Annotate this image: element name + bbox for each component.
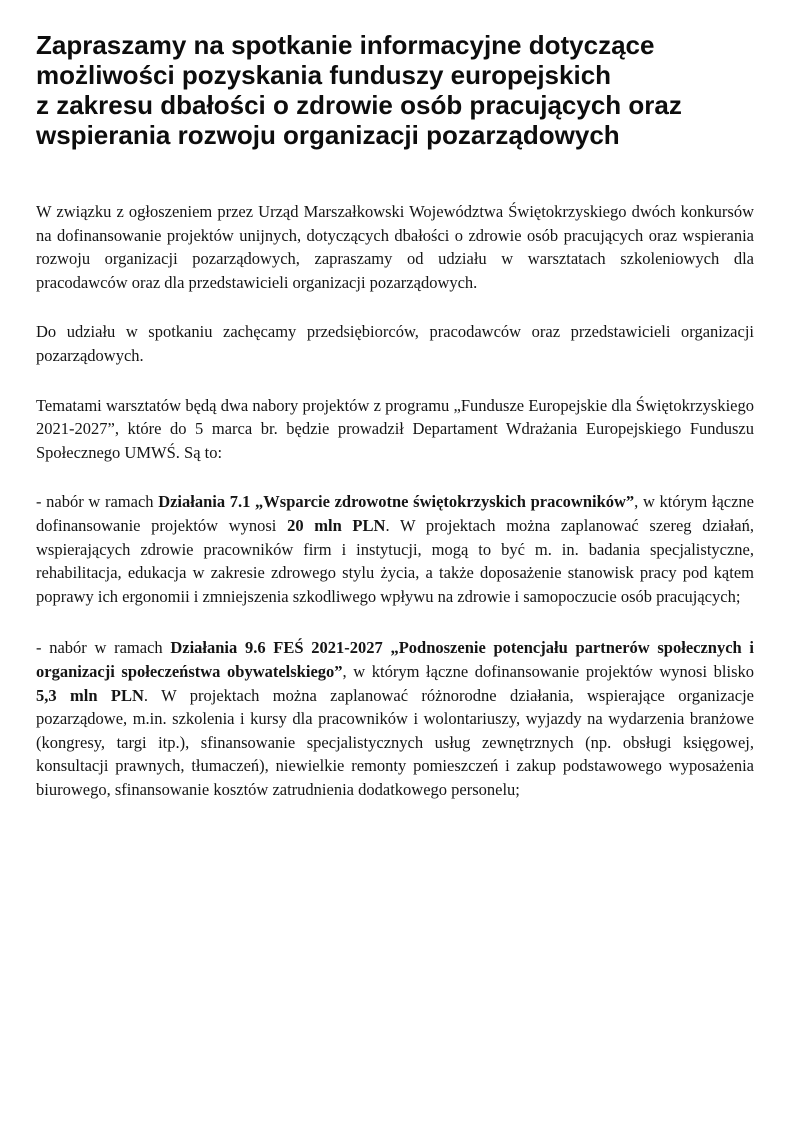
intro-paragraph: W związku z ogłoszeniem przez Urząd Marszałkowski Województwa Świętokrzyskiego dwóch konkursów na dofinansowanie projektów unijnych, dotyczących dbałości o zdrowie osób pracujących oraz wspierania rozwoju organizacji pozarządowych, zapraszamy od udziału w warsztatach szkoleniowych dla pracodawców oraz dla przedstawicieli organizacji pozarządowych. xyxy=(36,202,754,292)
call-item-prefix: - nabór w ramach xyxy=(36,638,171,658)
title-line: możliwości pozyskania funduszy europejskich xyxy=(36,60,612,90)
call-item-amount: 20 mln PLN xyxy=(287,515,386,535)
call-item-action: Działania 7.1 „Wsparcie zdrowotne świętokrzyskich pracowników” xyxy=(158,492,635,512)
title-line: z zakresu dbałości o zdrowie osób pracujących oraz xyxy=(36,90,682,120)
call-item-action: Działania 9.6 FEŚ 2021-2027 „Podnoszenie potencjału partnerów społecznych i organizacji społeczeństwa obywatelskiego” xyxy=(36,638,754,681)
call-item-7-1 xyxy=(36,490,754,608)
call-item-9-6 xyxy=(36,636,754,801)
invitation-paragraph: Do udziału w spotkaniu zachęcamy przedsiębiorców, pracodawców oraz przedstawicieli organizacji pozarządowych. xyxy=(36,322,754,365)
call-item-mid: , w którym łączne dofinansowanie projektów wynosi blisko xyxy=(342,661,754,681)
document-page xyxy=(36,30,754,824)
call-item-description: . W projektach można zaplanować szereg działań, wspierających zdrowie pracowników firm i instytucji, mogą to być m. in. badania specjalistyczne, rehabilitacja, edukacja w zakresie zdrowego stylu życia, a także doposażenie stanowisk pracy pod kątem poprawy ich ergonomii i zmniejszenia szkodliwego wpływu na zdrowie i samopoczucie osób pracujących; xyxy=(36,515,754,606)
call-item-prefix: - nabór w ramach xyxy=(36,492,159,512)
title-line: wspierania rozwoju organizacji pozarządowych xyxy=(36,120,620,150)
document-title xyxy=(36,30,754,150)
call-item-amount: 5,3 mln PLN xyxy=(36,685,144,705)
topics-paragraph: Tematami warsztatów będą dwa nabory projektów z programu „Fundusze Europejskie dla Świętokrzyskiego 2021-2027”, które do 5 marca br. będzie prowadził Departament Wdrażania Europejskiego Funduszu Społecznego UMWŚ. Są to: xyxy=(36,395,754,462)
call-item-mid: , w którym łączne dofinansowanie projektów wynosi xyxy=(36,492,754,535)
call-item-description: . W projektach można zaplanować różnorodne działania, wspierające organizacje pozarządowe, m.in. szkolenia i kursy dla pracowników i wolontariuszy, wyjazdy na wydarzenia branżowe (kongresy, targi itp.), sfinansowanie specjalistycznych usług zewnętrznych (np. obsługi księgowej, konsultacji prawnych, tłumaczeń), niewielkie remonty pomieszczeń i zakup podstawowego wyposażenia biurowego, sfinansowanie kosztów zatrudnienia dodatkowego personelu; xyxy=(36,685,754,799)
title-line: Zapraszamy na spotkanie informacyjne dotyczące xyxy=(36,30,655,60)
